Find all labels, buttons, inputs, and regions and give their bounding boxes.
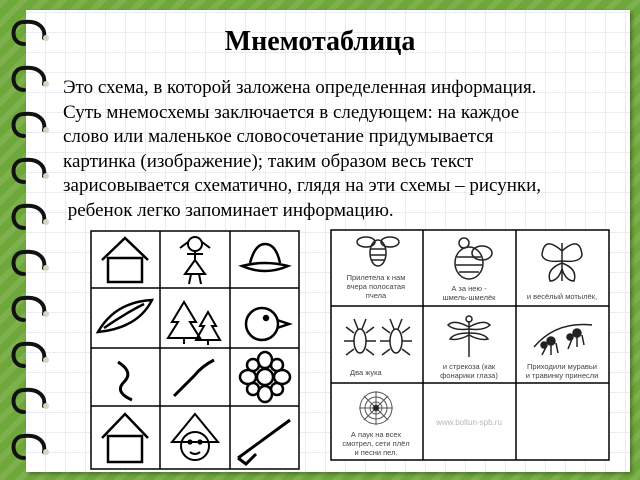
notebook-rings [0, 0, 60, 480]
caption-text: Приходили муравьи [527, 362, 597, 371]
slide-title: Мнемотаблица [224, 26, 416, 57]
caption-text: и песни пел. [354, 448, 398, 457]
house-icon [102, 414, 148, 462]
ring-icon [14, 298, 45, 320]
dragonfly-icon [448, 316, 490, 357]
girl-face-icon [172, 414, 218, 460]
caption-text: шмель-шмелёк [442, 293, 496, 302]
ring-icon [14, 114, 45, 136]
caption-text: Два жука [350, 368, 382, 377]
caption-text: смотрел, сети плёл [342, 439, 410, 448]
hat-icon [242, 244, 288, 271]
ring-icon [14, 436, 45, 458]
ring-icon [14, 68, 45, 90]
paragraph-line: слово или маленькое словосочетание придумывается [63, 126, 494, 147]
caption-text: А паук на всех [350, 430, 402, 439]
bumblebee-icon [455, 238, 492, 279]
mnemo-table-left [90, 230, 300, 470]
caption-text: фонарики глаза) [440, 371, 498, 380]
paragraph-line: картинка (изображение); таким образом весь текст [63, 150, 474, 172]
ring-icon [14, 390, 45, 412]
caption-text: и весёлый мотылёк, [526, 292, 598, 301]
caption-text: Прилетела к нам [346, 273, 406, 282]
caption-text: и стрекоза (как [442, 362, 496, 371]
wavy-line-icon [118, 362, 132, 400]
beetles-icon [344, 319, 412, 355]
description-paragraph [63, 76, 623, 223]
caption-text: А за нею - [451, 284, 487, 293]
wavy-line-icon [174, 360, 214, 396]
mnemo-table-right [330, 229, 610, 461]
ring-icon [14, 160, 45, 182]
ring-icon [14, 252, 45, 274]
rifle-icon [238, 420, 290, 464]
ring-icon [14, 344, 45, 366]
paragraph-line: Это схема, в которой заложена определенная информация. [63, 77, 537, 98]
ring-icon [14, 206, 45, 228]
paragraph-line: зарисовывается схематично, глядя на эти схемы – рисунки, [63, 175, 542, 196]
caption-text: вчера полосатая [346, 282, 406, 291]
paragraph-line: ребенок легко запоминает информацию. [63, 199, 394, 221]
ants-icon [534, 324, 592, 355]
spider-web-icon [359, 391, 393, 425]
bee-icon [357, 237, 399, 266]
caption-text: пчела [365, 291, 387, 300]
leaf-icon [98, 300, 152, 332]
butterfly-icon [542, 243, 582, 281]
fir-trees-icon [168, 302, 220, 345]
flower-icon [240, 352, 290, 402]
bird-icon [246, 308, 289, 340]
watermark-text: www.boltun-spb.ru [436, 418, 502, 427]
girl-icon [180, 237, 210, 284]
paragraph-line: Суть мнемосхемы заключается в следующем: на каждое [63, 101, 520, 123]
caption-text: и травинку принесли [525, 371, 599, 380]
house-icon [102, 238, 148, 282]
